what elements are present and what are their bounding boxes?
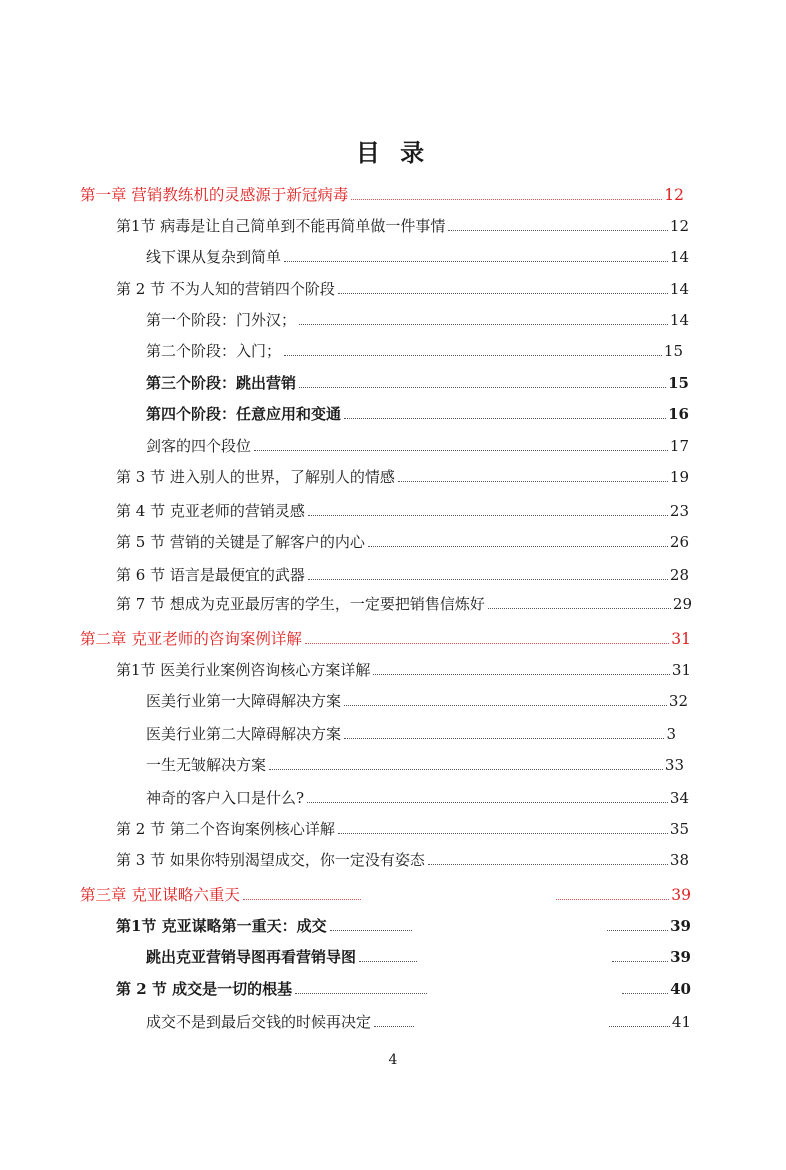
toc-entry-title: 第 6 节 语言是最便宜的武器 bbox=[116, 566, 305, 584]
toc-subsection[interactable] bbox=[146, 431, 689, 455]
toc-section[interactable] bbox=[116, 589, 692, 613]
toc-chapter-2[interactable] bbox=[80, 624, 691, 648]
toc-section[interactable] bbox=[116, 814, 689, 838]
toc-entry-page: 33 bbox=[664, 756, 684, 774]
toc-leader bbox=[308, 579, 668, 580]
toc-leader bbox=[338, 293, 668, 294]
toc-entry-page: 39 bbox=[670, 948, 691, 966]
toc-entry-page: 39 bbox=[670, 917, 691, 935]
toc-leader bbox=[284, 261, 668, 262]
toc-entry-page: 3 bbox=[666, 725, 676, 743]
toc-entry-title: 第三个阶段：跳出营销 bbox=[146, 374, 297, 392]
toc-subsection[interactable] bbox=[146, 305, 689, 329]
toc-subsection[interactable] bbox=[146, 942, 691, 966]
toc-leader bbox=[398, 481, 668, 482]
toc-entry-title: 第 2 节 第二个咨询案例核心详解 bbox=[116, 820, 335, 838]
toc-entry-page: 40 bbox=[670, 980, 691, 998]
toc-leader bbox=[448, 230, 668, 231]
toc-leader bbox=[284, 355, 662, 356]
toc-entry-title: 第 2 节 成交是一切的根基 bbox=[116, 980, 293, 998]
toc-subsection[interactable] bbox=[146, 368, 689, 392]
toc-entry-title: 第二章 克亚老师的咨询案例详解 bbox=[80, 630, 302, 648]
toc-leader bbox=[359, 961, 417, 962]
toc-leader bbox=[269, 769, 663, 770]
toc-entry-page: 31 bbox=[671, 661, 691, 679]
toc-leader bbox=[243, 899, 361, 900]
toc-section[interactable] bbox=[116, 560, 689, 584]
toc-entry-page: 28 bbox=[669, 566, 689, 584]
toc-entry-page: 26 bbox=[669, 533, 689, 551]
toc-section[interactable] bbox=[116, 274, 689, 298]
toc-entry-page: 29 bbox=[672, 595, 692, 613]
toc-entry-page: 15 bbox=[668, 374, 689, 392]
toc-subsection[interactable] bbox=[146, 399, 689, 423]
toc-entry-title: 第1节 克亚谋略第一重天：成交 bbox=[116, 917, 327, 935]
toc-leader bbox=[299, 324, 668, 325]
toc-leader bbox=[307, 802, 668, 803]
toc-entry-title: 第 2 节 不为人知的营销四个阶段 bbox=[116, 280, 335, 298]
toc-entry-page: 19 bbox=[669, 468, 689, 486]
toc-entry-page: 31 bbox=[671, 630, 691, 648]
toc-entry-page: 14 bbox=[669, 280, 689, 298]
toc-leader bbox=[308, 515, 668, 516]
toc-entry-title: 第1节 病毒是让自己简单到不能再简单做一件事情 bbox=[116, 217, 446, 235]
toc-entry-title: 医美行业第一大障碍解决方案 bbox=[146, 692, 342, 710]
toc-entry-title: 剑客的四个段位 bbox=[146, 437, 252, 455]
toc-leader bbox=[607, 930, 668, 931]
toc-entry-title: 医美行业第二大障碍解决方案 bbox=[146, 725, 342, 743]
toc-entry-title: 神奇的客户入口是什么? bbox=[146, 789, 305, 807]
toc-subsection[interactable] bbox=[146, 783, 689, 807]
toc-section[interactable] bbox=[116, 462, 689, 486]
page-number: 4 bbox=[388, 1052, 398, 1068]
toc-entry-page: 34 bbox=[669, 789, 689, 807]
toc-section[interactable] bbox=[116, 527, 689, 551]
toc-leader bbox=[368, 546, 668, 547]
toc-leader bbox=[351, 199, 662, 200]
toc-chapter-3[interactable] bbox=[80, 880, 691, 904]
toc-entry-title: 第一章 营销教练机的灵感源于新冠病毒 bbox=[80, 186, 349, 204]
toc-entry-page: 38 bbox=[669, 851, 689, 869]
toc-entry-page: 32 bbox=[668, 692, 688, 710]
toc-entry-title: 第 3 节 如果你特别渴望成交，你一定没有姿态 bbox=[116, 851, 425, 869]
toc-entry-page: 39 bbox=[671, 886, 691, 904]
toc-section[interactable] bbox=[116, 911, 691, 935]
toc-entry-title: 一生无皱解决方案 bbox=[146, 756, 267, 774]
toc-leader bbox=[373, 674, 670, 675]
toc-leader bbox=[344, 705, 667, 706]
toc-entry-title: 成交不是到最后交钱的时候再决定 bbox=[146, 1013, 372, 1031]
toc-entry-title: 第1节 医美行业案例咨询核心方案详解 bbox=[116, 661, 371, 679]
toc-entry-page: 23 bbox=[669, 502, 689, 520]
toc-section[interactable] bbox=[116, 974, 691, 998]
toc-entry-title: 第二个阶段：入门； bbox=[146, 342, 282, 360]
toc-leader bbox=[344, 738, 664, 739]
toc-entry-title: 第 4 节 克亚老师的营销灵感 bbox=[116, 502, 305, 520]
toc-entry-page: 15 bbox=[663, 342, 683, 360]
toc-subsection[interactable] bbox=[146, 336, 683, 360]
toc-entry-page: 14 bbox=[669, 311, 689, 329]
toc-leader bbox=[488, 608, 671, 609]
toc-entry-page: 41 bbox=[671, 1013, 691, 1031]
toc-entry-title: 线下课从复杂到简单 bbox=[146, 248, 282, 266]
page-title: 目 录 bbox=[355, 139, 431, 167]
toc-entry-title: 第四个阶段：任意应用和变通 bbox=[146, 405, 342, 423]
toc-subsection[interactable] bbox=[146, 686, 688, 710]
toc-subsection[interactable] bbox=[146, 1007, 691, 1031]
toc-leader bbox=[622, 993, 668, 994]
toc-section[interactable] bbox=[116, 655, 691, 679]
toc-entry-title: 第 3 节 进入别人的世界，了解别人的情感 bbox=[116, 468, 395, 486]
toc-leader bbox=[254, 450, 668, 451]
toc-subsection[interactable] bbox=[146, 750, 684, 774]
toc-leader bbox=[428, 864, 668, 865]
toc-entry-page: 35 bbox=[669, 820, 689, 838]
toc-entry-title: 跳出克亚营销导图再看营销导图 bbox=[146, 948, 357, 966]
toc-leader bbox=[612, 961, 668, 962]
toc-section[interactable] bbox=[116, 496, 689, 520]
toc-leader bbox=[299, 387, 666, 388]
toc-subsection[interactable] bbox=[146, 242, 689, 266]
toc-leader bbox=[305, 643, 669, 644]
toc-entry-page: 16 bbox=[668, 405, 689, 423]
toc-subsection[interactable] bbox=[146, 719, 676, 743]
toc-leader bbox=[344, 418, 666, 419]
toc-section[interactable] bbox=[116, 211, 689, 235]
toc-entry-title: 第一个阶段：门外汉； bbox=[146, 311, 297, 329]
toc-leader bbox=[609, 1026, 670, 1027]
toc-entry-title: 第三章 克亚谋略六重天 bbox=[80, 886, 240, 904]
toc-leader bbox=[556, 899, 669, 900]
toc-entry-page: 14 bbox=[669, 248, 689, 266]
toc-section[interactable] bbox=[116, 845, 689, 869]
toc-leader bbox=[374, 1026, 414, 1027]
toc-entry-title: 第 7 节 想成为克亚最厉害的学生，一定要把销售信炼好 bbox=[116, 595, 485, 613]
toc-entry-title: 第 5 节 营销的关键是了解客户的内心 bbox=[116, 533, 365, 551]
toc-leader bbox=[338, 833, 668, 834]
toc-leader bbox=[330, 930, 412, 931]
toc-entry-page: 12 bbox=[664, 186, 684, 204]
toc-entry-page: 12 bbox=[669, 217, 689, 235]
toc-leader bbox=[295, 993, 427, 994]
toc-chapter-1[interactable] bbox=[80, 180, 684, 204]
toc-entry-page: 17 bbox=[669, 437, 689, 455]
